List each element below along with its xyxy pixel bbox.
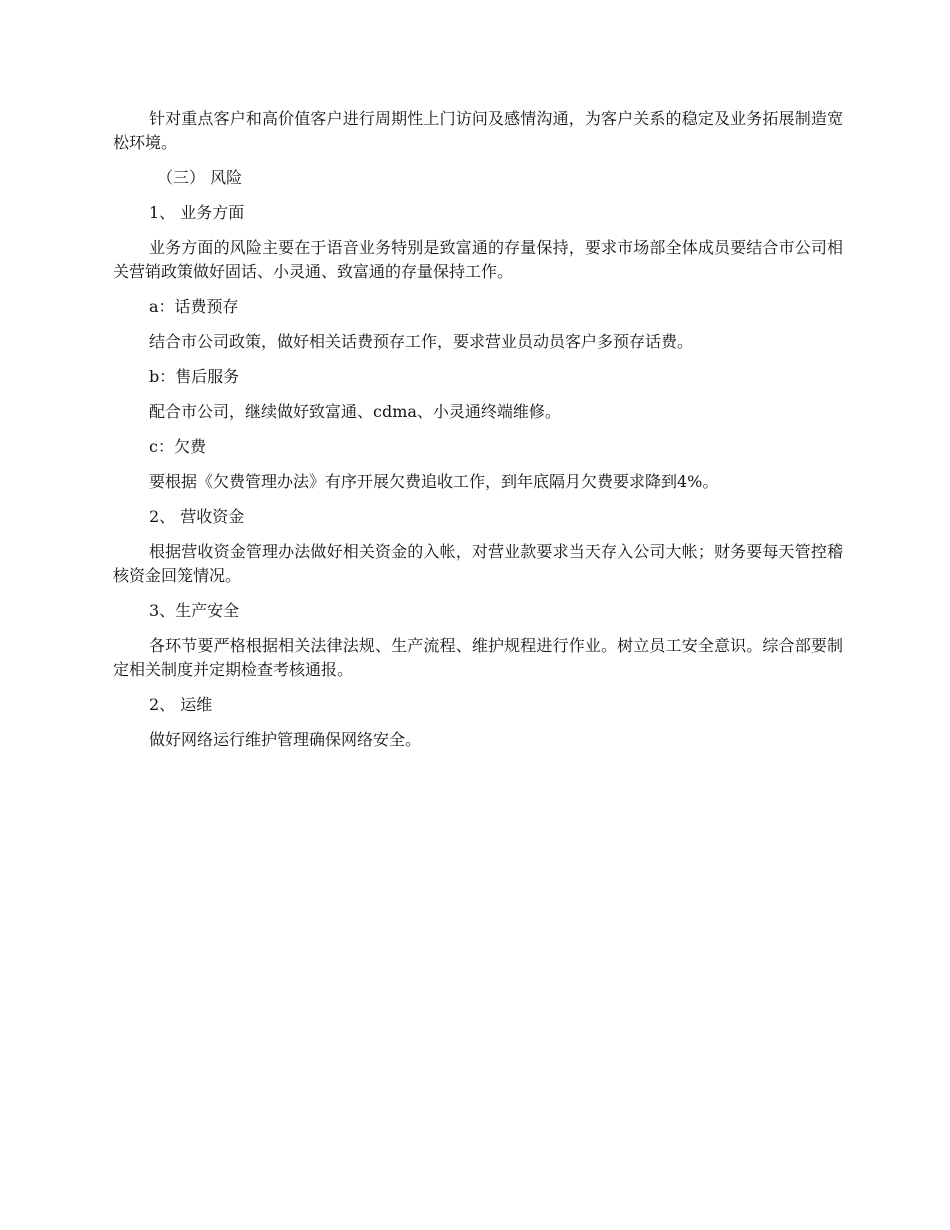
- item-heading-arrears: c：欠费: [149, 437, 206, 456]
- item-heading-after-sales: b：售后服务: [149, 367, 240, 386]
- subheading-business: 1、 业务方面: [149, 203, 245, 222]
- paragraph-production-safety: 各环节要严格根据相关法律法规、生产流程、维护规程进行作业。树立员工安全意识。综合部要制定相关制度并定期检查考核通报。: [113, 636, 843, 679]
- item-heading-prepaid: a：话费预存: [149, 297, 239, 316]
- paragraph-business-risk: 业务方面的风险主要在于语音业务特别是致富通的存量保持，要求市场部全体成员要结合市公司相关营销政策做好固话、小灵通、致富通的存量保持工作。: [113, 238, 843, 281]
- paragraph-key-customer-visits: 针对重点客户和高价值客户进行周期性上门访问及感情沟通，为客户关系的稳定及业务拓展制造宽松环境。: [113, 109, 843, 152]
- paragraph-prepaid: 结合市公司政策，做好相关话费预存工作，要求营业员动员客户多预存话费。: [149, 332, 694, 351]
- paragraph-operations: 做好网络运行维护管理确保网络安全。: [149, 730, 422, 749]
- document-body: [113, 107, 843, 763]
- paragraph-arrears: 要根据《欠费管理办法》有序开展欠费追收工作，到年底隔月欠费要求降到4%。: [149, 472, 719, 491]
- paragraph-after-sales: 配合市公司，继续做好致富通、cdma、小灵通终端维修。: [149, 402, 561, 421]
- subheading-production-safety: 3、生产安全: [149, 601, 240, 620]
- subheading-revenue-funds: 2、 营收资金: [149, 507, 245, 526]
- paragraph-revenue-funds: 根据营收资金管理办法做好相关资金的入帐，对营业款要求当天存入公司大帐；财务要每天管控稽核资金回笼情况。: [113, 542, 843, 585]
- subheading-operations: 2、 运维: [149, 695, 213, 714]
- section-heading-risk: （三） 风险: [157, 168, 243, 187]
